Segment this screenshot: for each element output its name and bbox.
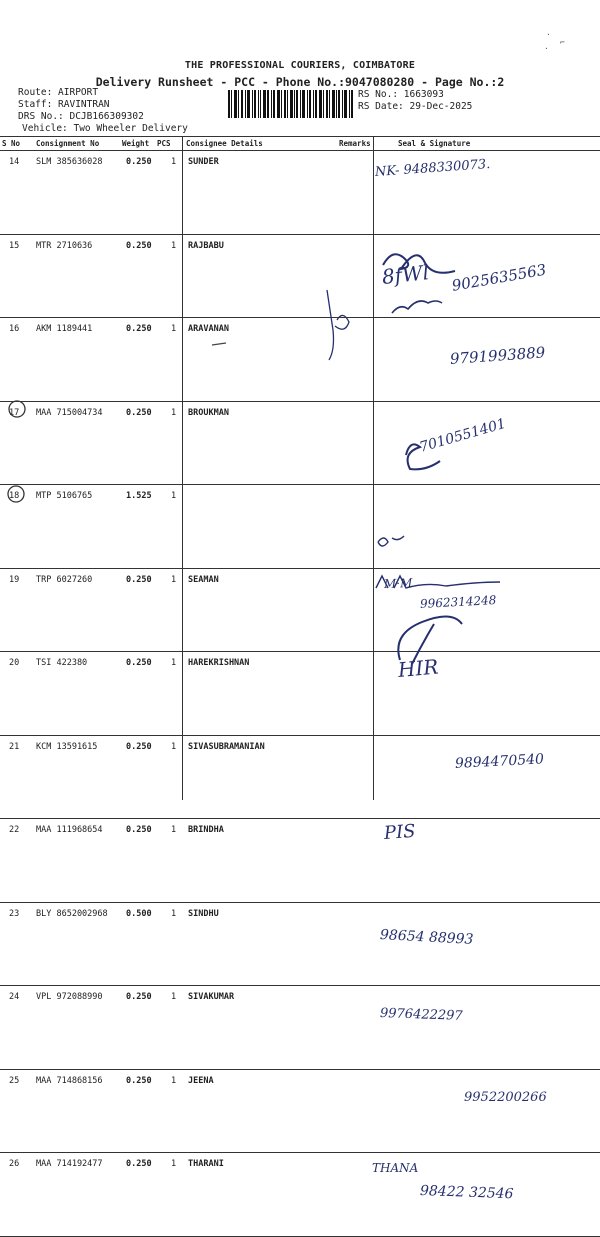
row-weight: 0.250	[126, 825, 152, 835]
row-pcs: 1	[171, 407, 177, 418]
row-consignee: BROUKMAN	[188, 407, 229, 418]
row-consignee: SEAMAN	[188, 574, 219, 585]
row-consignment-no: TSI 422380	[36, 658, 88, 668]
row-weight: 0.250	[126, 157, 152, 167]
col-header-consignee: Consignee Details	[186, 139, 263, 148]
row-sno: 18	[9, 491, 20, 501]
handwritten-phone-number: 9791993889	[449, 343, 546, 368]
row-weight: 0.250	[126, 324, 152, 334]
handwritten-signature: THANA	[372, 1161, 419, 1175]
table-row	[0, 903, 600, 987]
row-consignment-no: SLM 385636028	[36, 157, 103, 167]
row-pcs: 1	[171, 825, 177, 835]
row-divider	[0, 1236, 600, 1237]
row-pcs: 1	[171, 157, 177, 167]
row-pcs: 1	[171, 908, 177, 919]
table-row	[0, 318, 600, 402]
row-consignee: SIVASUBRAMANIAN	[188, 741, 265, 752]
row-pcs: 1	[171, 741, 177, 752]
row-consignee: SUNDER	[188, 157, 219, 167]
table-row	[0, 652, 600, 736]
row-weight: 0.250	[126, 992, 152, 1002]
col-header-weight: Weight	[122, 139, 150, 148]
col-header-signature: Seal & Signature	[398, 139, 471, 148]
col-header-pcs: PCS	[157, 139, 171, 148]
row-consignee: BRINDHA	[188, 825, 224, 835]
row-consignee: SIVAKUMAR	[188, 992, 235, 1002]
row-sno: 14	[9, 157, 20, 167]
row-consignee: SINDHU	[188, 908, 219, 919]
handwritten-phone-number: 9025635563	[450, 260, 548, 295]
page-title: THE PROFESSIONAL COURIERS, COIMBATORE	[184, 60, 416, 71]
row-consignment-no: MAA 111968654	[36, 825, 103, 835]
row-pcs: 1	[171, 491, 177, 501]
row-consignment-no: MAA 715004734	[36, 407, 103, 418]
scan-mark: ·	[546, 30, 551, 39]
handwritten-signature: PIS	[383, 820, 417, 844]
row-weight: 0.250	[126, 574, 152, 585]
row-weight: 0.250	[126, 741, 152, 752]
handwritten-phone-number: 98422 32546	[419, 1183, 514, 1203]
handwritten-phone-number: 9894470540	[454, 750, 545, 772]
col-header-remarks: Remarks	[339, 139, 371, 148]
row-sno: 16	[9, 324, 20, 334]
handwritten-phone-number: 9976422297	[379, 1006, 463, 1024]
row-consignment-no: VPL 972088990	[36, 992, 103, 1002]
row-consignment-no: MTR 2710636	[36, 240, 93, 251]
row-consignee: HAREKRISHNAN	[188, 658, 250, 668]
row-sno: 25	[9, 1075, 20, 1086]
handwritten-signature: 8fWl	[380, 259, 431, 289]
row-sno: 23	[9, 908, 20, 919]
route-label: Route: AIRPORT	[18, 87, 99, 98]
table-row	[0, 736, 600, 820]
row-sno: 20	[9, 658, 20, 668]
row-pcs: 1	[171, 1075, 177, 1086]
row-pcs: 1	[171, 1159, 177, 1169]
row-sno: 21	[9, 741, 20, 752]
row-consignment-no: TRP 6027260	[36, 574, 93, 585]
row-consignee: ARAVANAN	[188, 324, 229, 334]
row-weight: 1.525	[126, 491, 152, 501]
row-weight: 0.250	[126, 1075, 152, 1086]
row-sno: 24	[9, 992, 20, 1002]
scan-mark: ·	[544, 44, 549, 53]
row-pcs: 1	[171, 992, 177, 1002]
handwritten-phone-number: 9952200266	[464, 1089, 547, 1105]
vehicle-label: Vehicle: Two Wheeler Delivery	[22, 123, 188, 134]
row-consignee: JEENA	[188, 1075, 214, 1086]
row-weight: 0.500	[126, 908, 152, 919]
row-weight: 0.250	[126, 658, 152, 668]
row-sno: 26	[9, 1159, 20, 1169]
table-row	[0, 1070, 600, 1154]
handwritten-signature: HIR	[396, 654, 440, 682]
drs-number: DRS No.: DCJB166309302	[18, 111, 144, 122]
row-consignment-no: MAA 714192477	[36, 1159, 103, 1169]
row-consignment-no: MTP 5106765	[36, 491, 93, 501]
handwritten-phone-number: 9962314248	[419, 592, 497, 611]
col-header-sno: S No	[2, 139, 21, 148]
runsheet-table	[0, 136, 600, 1203]
table-row	[0, 235, 600, 319]
table-top-border	[0, 136, 600, 137]
row-weight: 0.250	[126, 407, 152, 418]
row-sno: 17	[9, 407, 20, 418]
table-row	[0, 402, 600, 486]
handwritten-signature: NK- 9488330073.	[374, 156, 491, 180]
scan-mark: ⌐	[560, 38, 565, 47]
row-sno: 19	[9, 574, 20, 585]
table-row	[0, 569, 600, 653]
table-row	[0, 151, 600, 235]
handwritten-phone-number: 98654 88993	[379, 926, 474, 948]
rs-number: RS No.: 1663093	[358, 89, 444, 100]
row-pcs: 1	[171, 658, 177, 668]
rs-date: RS Date: 29-Dec-2025	[358, 101, 473, 112]
row-consignment-no: BLY 8652002968	[36, 908, 108, 919]
handwritten-phone-number: 7010551401	[417, 415, 508, 456]
table-row	[0, 819, 600, 903]
row-consignee: THARANI	[188, 1159, 224, 1169]
row-consignment-no: KCM 13591615	[36, 741, 98, 752]
row-consignment-no: MAA 714868156	[36, 1075, 103, 1086]
table-row	[0, 986, 600, 1070]
row-sno: 15	[9, 240, 20, 251]
row-consignee: RAJBABU	[188, 240, 224, 251]
staff-label: Staff: RAVINTRAN	[18, 99, 110, 110]
row-pcs: 1	[171, 324, 177, 334]
col-header-consignment: Consignment No	[36, 139, 100, 148]
row-pcs: 1	[171, 574, 177, 585]
row-pcs: 1	[171, 240, 177, 251]
table-row	[0, 1153, 600, 1237]
handwritten-signature: M·M	[383, 575, 413, 591]
runsheet-subtitle: Delivery Runsheet - PCC - Phone No.:9047080280 - Page No.:2	[95, 75, 505, 89]
row-consignment-no: AKM 1189441	[36, 324, 93, 334]
barcode-image	[228, 90, 354, 118]
row-sno: 22	[9, 825, 20, 835]
table-row	[0, 485, 600, 569]
row-weight: 0.250	[126, 240, 152, 251]
row-weight: 0.250	[126, 1159, 152, 1169]
